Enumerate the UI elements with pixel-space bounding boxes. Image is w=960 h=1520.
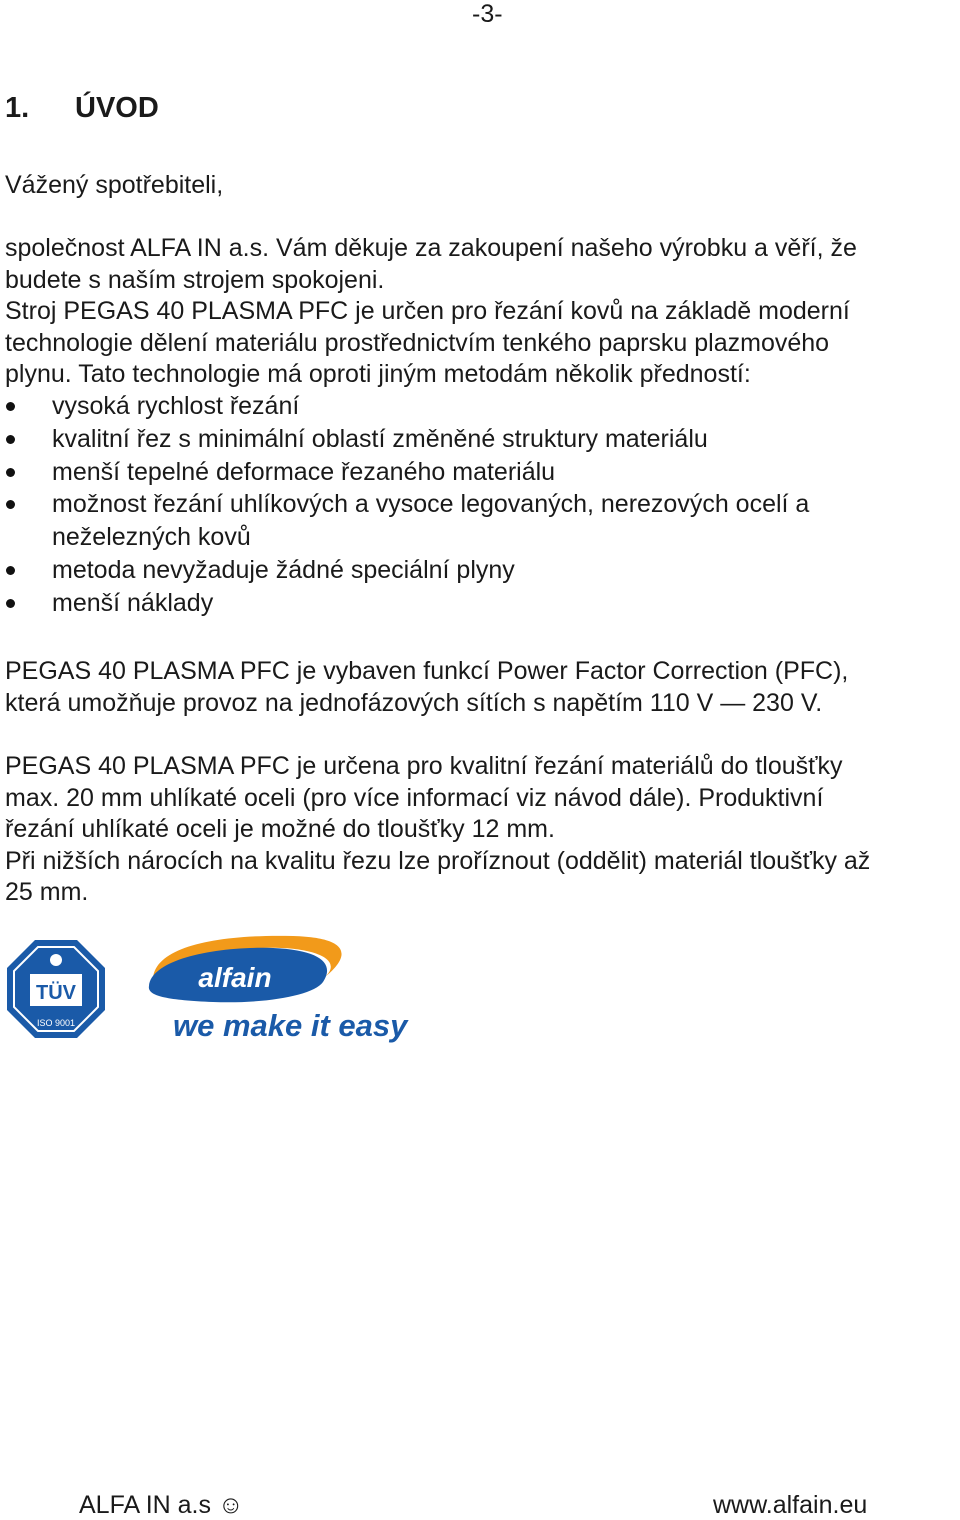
list-item — [5, 488, 809, 554]
logos-area — [5, 930, 415, 1048]
list-item: menší tepelné deformace řezaného materiálu — [5, 456, 809, 489]
alfain-wordmark: alfain — [198, 962, 272, 993]
text-line: řezání uhlíkaté oceli je možné do tloušťky 12 mm. — [5, 815, 555, 843]
text-line: max. 20 mm uhlíkaté oceli (pro více informací viz návod dále). Produktivní — [5, 783, 824, 812]
list-item: menší náklady — [5, 587, 809, 620]
text-line: technologie dělení materiálu prostřednictvím tenkého paprsku plazmového — [5, 328, 830, 357]
footer-company: ALFA IN a.s ☺ — [79, 1491, 244, 1519]
intro-paragraph — [5, 233, 857, 391]
text-line: Při nižších nárocích na kvalitu řezu lze proříznout (oddělit) materiál tloušťky až — [5, 846, 871, 875]
tuv-text: TÜV — [36, 982, 76, 1004]
alfain-logo — [143, 930, 415, 1048]
page-number: -3- — [472, 0, 503, 28]
text-line: Stroj PEGAS 40 PLASMA PFC je určen pro řezání kovů na základě moderní — [5, 297, 850, 325]
list-item: metoda nevyžaduje žádné speciální plyny — [5, 554, 809, 587]
text-line: budete s naším strojem spokojeni. — [5, 265, 385, 294]
list-item: vysoká rychlost řezání — [5, 390, 809, 423]
section-heading — [5, 92, 159, 125]
text-line: společnost ALFA IN a.s. Vám děkuje za zakoupení našeho výrobku a věří, že — [5, 234, 857, 262]
salutation: Vážený spotřebiteli, — [5, 171, 224, 199]
text-line: 25 mm. — [5, 878, 89, 906]
text-line: PEGAS 40 PLASMA PFC je vybaven funkcí Power Factor Correction (PFC), — [5, 657, 849, 685]
advantages-list — [5, 390, 809, 620]
section-number: 1. — [5, 92, 30, 124]
tuv-cert-text: ISO 9001 — [36, 1018, 76, 1028]
slogan-text: we make it easy — [173, 1008, 408, 1043]
footer-website: www.alfain.eu — [713, 1491, 868, 1519]
capacity-paragraph — [5, 751, 870, 909]
tuv-certification-logo — [5, 938, 107, 1040]
text-line: plynu. Tato technologie má oproti jiným metodám několik předností: — [5, 360, 751, 388]
text-line: která umožňuje provoz na jednofázových sítích s napětím 110 V — 230 V. — [5, 688, 823, 717]
list-item: kvalitní řez s minimální oblastí změněné struktury materiálu — [5, 423, 809, 456]
list-item-text: možnost řezání uhlíkových a vysoce legovaných, nerezových ocelí a — [52, 490, 810, 519]
list-item-continuation: neželezných kovů — [52, 523, 251, 552]
text-line: PEGAS 40 PLASMA PFC je určena pro kvalitní řezání materiálů do tloušťky — [5, 752, 843, 780]
pfc-paragraph — [5, 656, 848, 719]
section-title: ÚVOD — [75, 92, 159, 124]
